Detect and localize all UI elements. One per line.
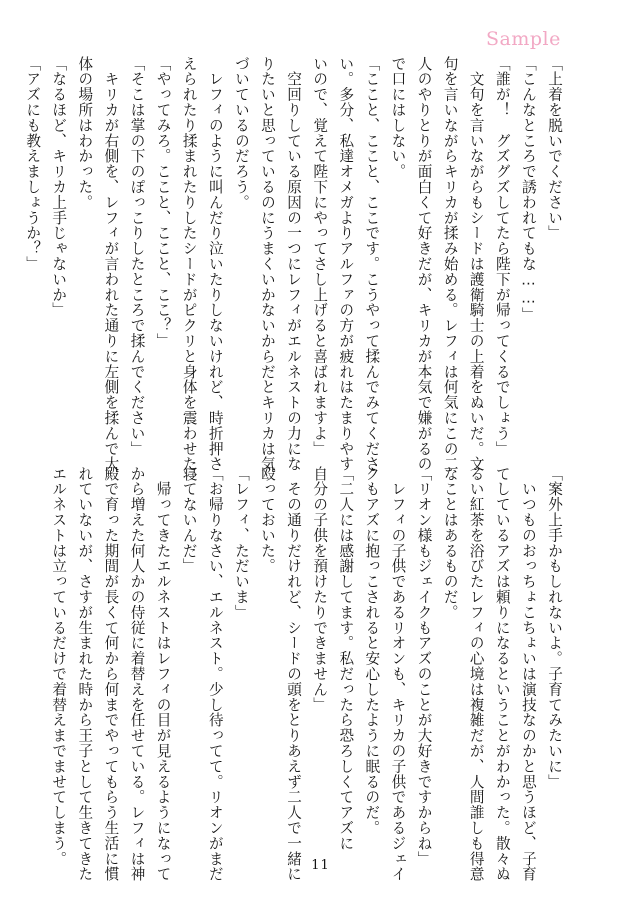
text-line: えられたり揉まれたりしたシードがピクリと身体を震わせた。 bbox=[180, 56, 198, 488]
text-line: 「案外上手かもしれないよ。子育てみたいに」 bbox=[546, 466, 563, 790]
text-line: 「そこは掌の下のぽっこりしたところで揉んでください」 bbox=[128, 56, 146, 457]
text-line: 「上着を脱いでください」 bbox=[546, 56, 563, 241]
text-line: で口にはしない。 bbox=[389, 56, 407, 180]
text-line: い。多分、私達オメガよりアルファの方が疲れはたまりやす bbox=[337, 56, 355, 472]
text-line: 「二人には感謝してます。私だったら恐ろしくてアズに bbox=[337, 466, 355, 851]
text-line: 帰ってきたエルネストはレフィの目が見えるようになって bbox=[154, 466, 172, 882]
text-line: 寝てないんだ」 bbox=[180, 466, 198, 574]
text-line: 「お帰りなさい、エルネスト。少し待ってて。リオンがまだ bbox=[206, 466, 224, 882]
text-line: るい紅茶を浴びたレフィの心境は複雑だが、人間誰しも得意 bbox=[467, 466, 485, 882]
text-line: 「なるほど、キリカ上手じゃないか」 bbox=[50, 56, 68, 318]
text-line: なことはあるものだ。 bbox=[441, 466, 459, 620]
text-line: いつものおっちょこちょいは演技なのかと思うほど、子育 bbox=[519, 466, 537, 882]
text-line: 「ここと、ここと、ここです。こうやって揉んでみてくださ bbox=[363, 56, 381, 472]
text-line: 文句を言いながらもシードは護衛騎士の上着をぬいだ。文 bbox=[467, 56, 485, 472]
text-line: 句を言いながらキリカが揉み始める。レフィは何気にこの二 bbox=[441, 56, 459, 472]
page-number: 11 bbox=[311, 858, 330, 873]
text-line: りたいと思っているのにうまくいかないからだとキリカは気 bbox=[258, 56, 276, 472]
text-line: その通りだけれど、シードの頭をとりあえず二人で一緒に bbox=[285, 466, 303, 882]
text-line: 空回りしている原因の一つにレフィがエルネストの力にな bbox=[285, 56, 303, 472]
text-line: レフィのように叫んだり泣いたりしないけれど、時折押さ bbox=[206, 56, 224, 472]
text-line: 「こんなところで誘われてもな……」 bbox=[519, 56, 537, 323]
text-line: いので、覚えて陛下にやってさし上げると喜ばれますよ」 bbox=[311, 56, 329, 457]
text-line: れていないが、さすが生まれた時から王子として生きてきた bbox=[76, 466, 94, 882]
text-line: 殿で育った期間が長くて何から何までやってもらう生活に慣 bbox=[102, 466, 120, 882]
text-line: から増えた何人かの侍従に着替えを任せている。レフィは神 bbox=[128, 466, 146, 882]
text-block-top bbox=[19, 56, 567, 488]
text-line: 人のやりとりが面白くて好きだが、キリカが本気で嫌がるの bbox=[415, 56, 433, 472]
text-line: 体の場所はわかった。 bbox=[76, 56, 94, 210]
text-line: レフィの子供であるリオンも、キリカの子供であるジェイ bbox=[389, 466, 407, 882]
text-line: 「誰が！ グズグズしてたら陛下が帰ってくるでしょう」 bbox=[493, 56, 511, 457]
text-line: キリカが右側を、レフィが言われた通りに左側を揉んで大 bbox=[102, 56, 120, 472]
text-line: 「アズにも教えましょうか？」 bbox=[24, 56, 42, 272]
text-line: てしているアズは頼りになるということがわかった。散々ぬ bbox=[493, 466, 511, 882]
text-line: づいているのだろう。 bbox=[232, 56, 250, 210]
text-line: 「やってみろ。ここと、ここと、ここ？」 bbox=[154, 56, 172, 349]
text-line: 殴っておいた。 bbox=[258, 466, 276, 574]
text-line: エルネストは立っているだけで着替えまでませてしまう。 bbox=[50, 466, 68, 867]
text-line: 「リオン様もジェイクもアズのことが大好きですからね」 bbox=[415, 466, 433, 867]
sample-watermark: Sample bbox=[486, 28, 561, 50]
text-line: 「レフィ、ただいま」 bbox=[232, 466, 250, 620]
text-line: クもアズに抱っこされると安心したように眠るのだ。 bbox=[363, 466, 381, 836]
text-line: 自分の子供を預けたりできません」 bbox=[311, 466, 329, 713]
